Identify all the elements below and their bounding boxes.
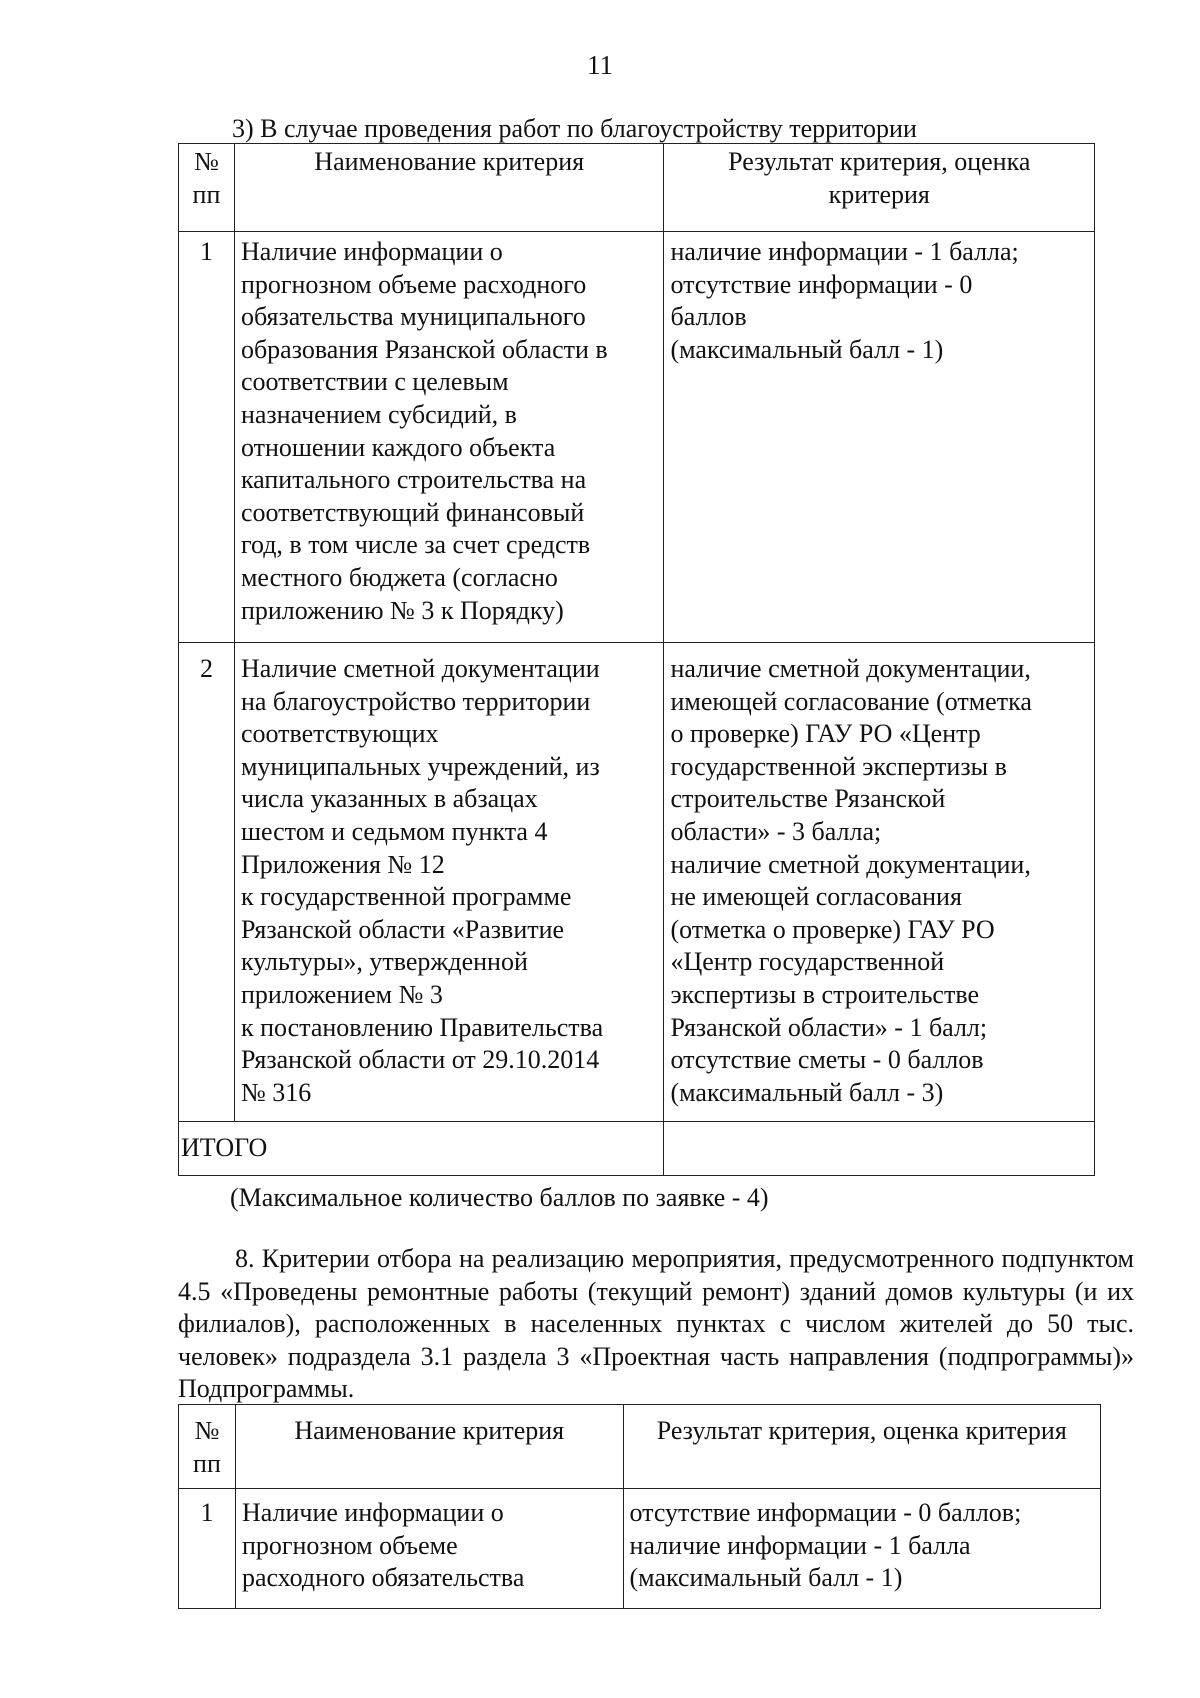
text-line: не имеющей согласования: [670, 882, 962, 912]
text-line: Наличие сметной документации: [240, 654, 600, 683]
text-line: муниципальных учреждений, из: [240, 751, 600, 781]
text-line: расходного обязательства: [241, 1563, 525, 1593]
text-line: Наличие информации о: [240, 237, 503, 266]
text-line: наличие информации - 1 балла;: [670, 237, 1019, 266]
header-num-line: №: [194, 1416, 220, 1445]
text-line: отсутствие информации - 0 баллов;: [629, 1498, 1022, 1527]
text-line: образования Рязанской области в: [240, 334, 608, 364]
text-line: экспертизы в строительстве: [670, 979, 979, 1009]
text-line: отсутствие сметы - 0 баллов: [670, 1045, 984, 1075]
text-line: соответствующих: [240, 719, 439, 749]
table-row: [179, 1489, 1101, 1609]
text-line: Рязанской области «Развитие: [240, 914, 565, 944]
text-line: наличие сметной документации,: [670, 654, 1031, 683]
header-result: [664, 144, 1095, 232]
header-num-line: №: [194, 147, 219, 176]
text-line: соответствии с целевым: [240, 367, 509, 397]
text-line: соответствующий финансовый: [240, 497, 585, 527]
text-line: культуры», утвержденной: [240, 947, 528, 977]
row-num: 2: [179, 643, 235, 1122]
total-value: [664, 1122, 1095, 1176]
header-num: [179, 1405, 236, 1489]
text-line: год, в том числе за счет средств: [240, 530, 591, 560]
text-line: на благоустройство территории: [240, 686, 591, 716]
text-line: числа указанных в абзацах: [240, 784, 538, 814]
text-line: (максимальный балл - 1): [670, 334, 944, 364]
text-line: обязательства муниципального: [240, 302, 586, 332]
text-line: № 316: [240, 1077, 312, 1107]
row-num: 1: [179, 1489, 236, 1609]
table-header-row: [179, 1405, 1101, 1489]
text-line: капитального строительства на: [240, 465, 587, 495]
text-line: государственной экспертизы в: [670, 751, 1007, 781]
header-num: [179, 144, 235, 232]
text-line: баллов: [670, 302, 747, 332]
header-num-line: пп: [193, 1448, 221, 1478]
row-criterion: [234, 643, 664, 1122]
total-label: ИТОГО: [179, 1122, 664, 1176]
text-line: области» - 3 балла;: [670, 816, 882, 846]
header-name: Наименование критерия: [235, 1405, 623, 1489]
header-result-line: Результат критерия, оценка: [728, 147, 1031, 176]
text-line: шестом и седьмом пункта 4: [240, 816, 548, 846]
row-result: [623, 1489, 1100, 1609]
text-line: отношении каждого объекта: [240, 432, 556, 462]
header-name: Наименование критерия: [234, 144, 664, 232]
table-header-row: [179, 144, 1095, 232]
text-line: о проверке) ГАУ РО «Центр: [670, 719, 981, 749]
paragraph-8: 8. Критерии отбора на реализацию мероприятия, предусмотренного подпунктом 4.5 «Проведены ремонтные работы (текущий ремонт) зданий домов культуры (и их филиалов), расположенных в населенных пунктах с числом жителей до 50 тыс. человек» подраздела 3.1 раздела 3 «Проектная часть направления (подпрограммы)» Подпрограммы.: [178, 1244, 1134, 1403]
text-line: наличие сметной документации,: [670, 849, 1031, 879]
text-line: Приложения № 12: [240, 849, 445, 879]
table-row: [179, 232, 1095, 643]
header-num-line: пп: [192, 179, 221, 209]
page-number: 11: [587, 50, 613, 80]
text-line: к государственной программе: [240, 882, 572, 912]
row-criterion: [234, 232, 664, 643]
criteria-table-2: [178, 1404, 1101, 1609]
total-row: [179, 1122, 1095, 1176]
text-line: к постановлению Правительства: [240, 1012, 604, 1042]
text-line: наличие информации - 1 балла: [629, 1530, 971, 1560]
text-line: Рязанской области» - 1 балл;: [670, 1012, 988, 1042]
section-caption: 3) В случае проведения работ по благоустройству территории: [232, 114, 917, 143]
text-line: прогнозном объеме расходного: [240, 269, 587, 299]
text-line: (отметка о проверке) ГАУ РО: [670, 914, 995, 944]
text-line: (максимальный балл - 3): [670, 1077, 944, 1107]
max-score-note: (Максимальное количество баллов по заявке - 4): [230, 1183, 769, 1212]
text-line: строительстве Рязанской: [670, 784, 946, 814]
text-line: приложением № 3: [240, 979, 443, 1009]
text-line: Рязанской области от 29.10.2014: [240, 1045, 600, 1075]
header-result-line: критерия: [828, 179, 930, 209]
text-line: прогнозном объеме: [241, 1530, 458, 1560]
criteria-table-1: [178, 143, 1095, 1176]
header-result: Результат критерия, оценка критерия: [623, 1405, 1100, 1489]
row-result: [664, 232, 1095, 643]
row-result: [664, 643, 1095, 1122]
text-line: местного бюджета (согласно: [240, 562, 558, 592]
text-line: Наличие информации о: [241, 1498, 504, 1527]
text-line: назначением субсидий, в: [240, 399, 517, 429]
table-row: [179, 643, 1095, 1122]
text-line: (максимальный балл - 1): [629, 1563, 903, 1593]
row-criterion: [235, 1489, 623, 1609]
row-num: 1: [179, 232, 235, 643]
text-line: имеющей согласование (отметка: [670, 686, 1032, 716]
text-line: приложению № 3 к Порядку): [240, 595, 564, 625]
text-line: «Центр государственной: [670, 947, 945, 977]
text-line: отсутствие информации - 0: [670, 269, 973, 299]
